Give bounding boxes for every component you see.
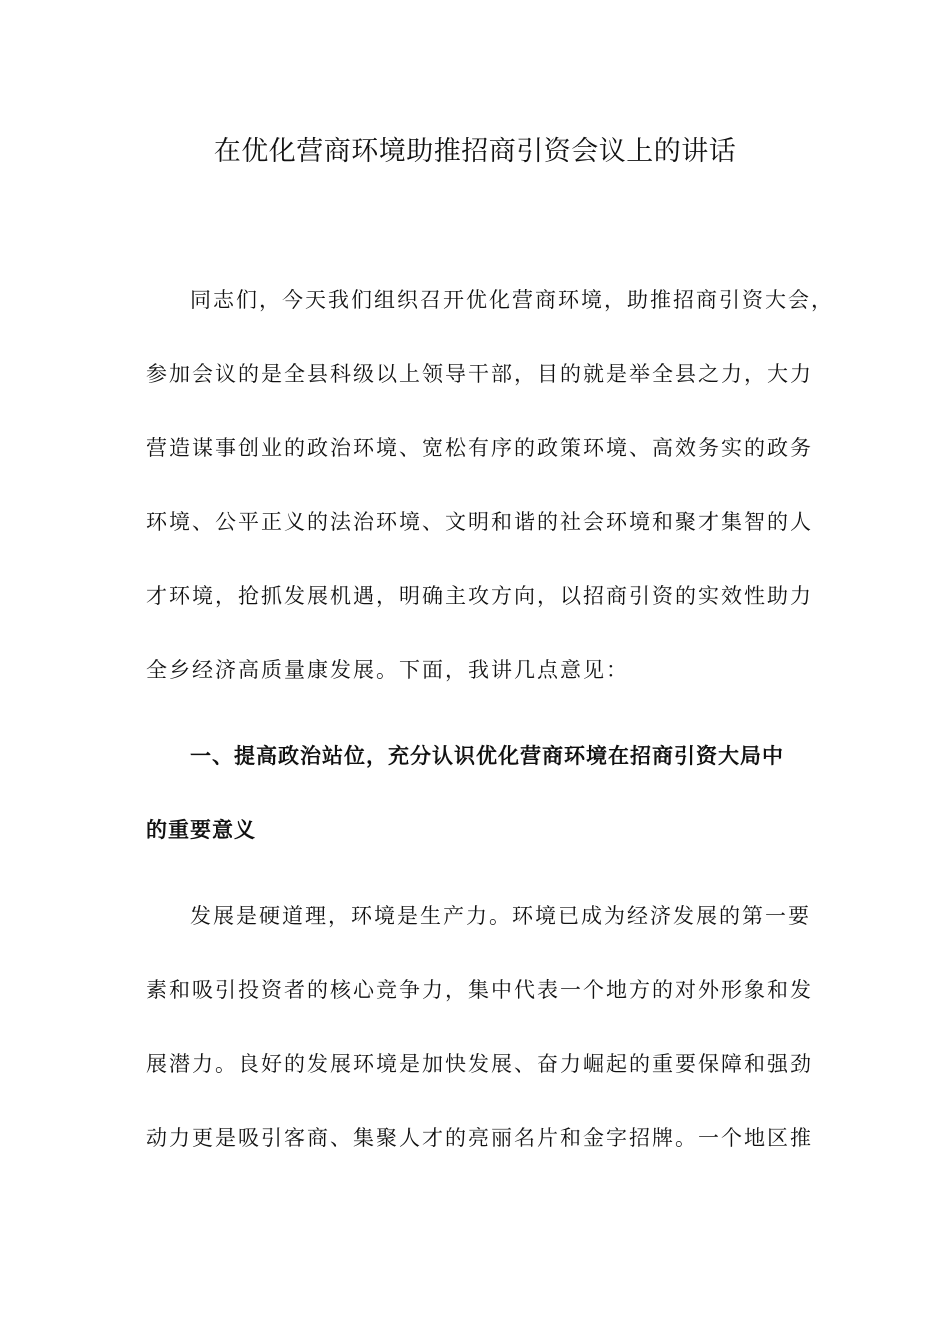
paragraph-line: 展潜力。良好的发展环境是加快发展、奋力崛起的重要保障和强劲 <box>146 1052 813 1076</box>
paragraph-line: 动力更是吸引客商、集聚人才的亮丽名片和金字招牌。一个地区推 <box>146 1126 813 1150</box>
section-heading-line: 一、提高政治站位，充分认识优化营商环境在招商引资大局中 <box>190 744 784 768</box>
paragraph-line: 参加会议的是全县科级以上领导干部，目的就是举全县之力，大力 <box>146 362 813 386</box>
section-heading-line: 的重要意义 <box>146 818 256 842</box>
paragraph-line: 素和吸引投资者的核心竞争力，集中代表一个地方的对外形象和发 <box>146 978 813 1002</box>
paragraph-line: 发展是硬道理，环境是生产力。环境已成为经济发展的第一要 <box>190 904 811 928</box>
paragraph-line: 全乡经济高质量康发展。下面，我讲几点意见： <box>146 658 629 682</box>
paragraph-line: 才环境，抢抓发展机遇，明确主攻方向，以招商引资的实效性助力 <box>146 584 813 608</box>
document-title: 在优化营商环境助推招商引资会议上的讲话 <box>213 136 737 167</box>
paragraph-line: 环境、公平正义的法治环境、文明和谐的社会环境和聚才集智的人 <box>146 510 813 534</box>
paragraph-line: 同志们，今天我们组织召开优化营商环境，助推招商引资大会， <box>190 288 834 312</box>
paragraph-line: 营造谋事创业的政治环境、宽松有序的政策环境、高效务实的政务 <box>146 436 813 460</box>
